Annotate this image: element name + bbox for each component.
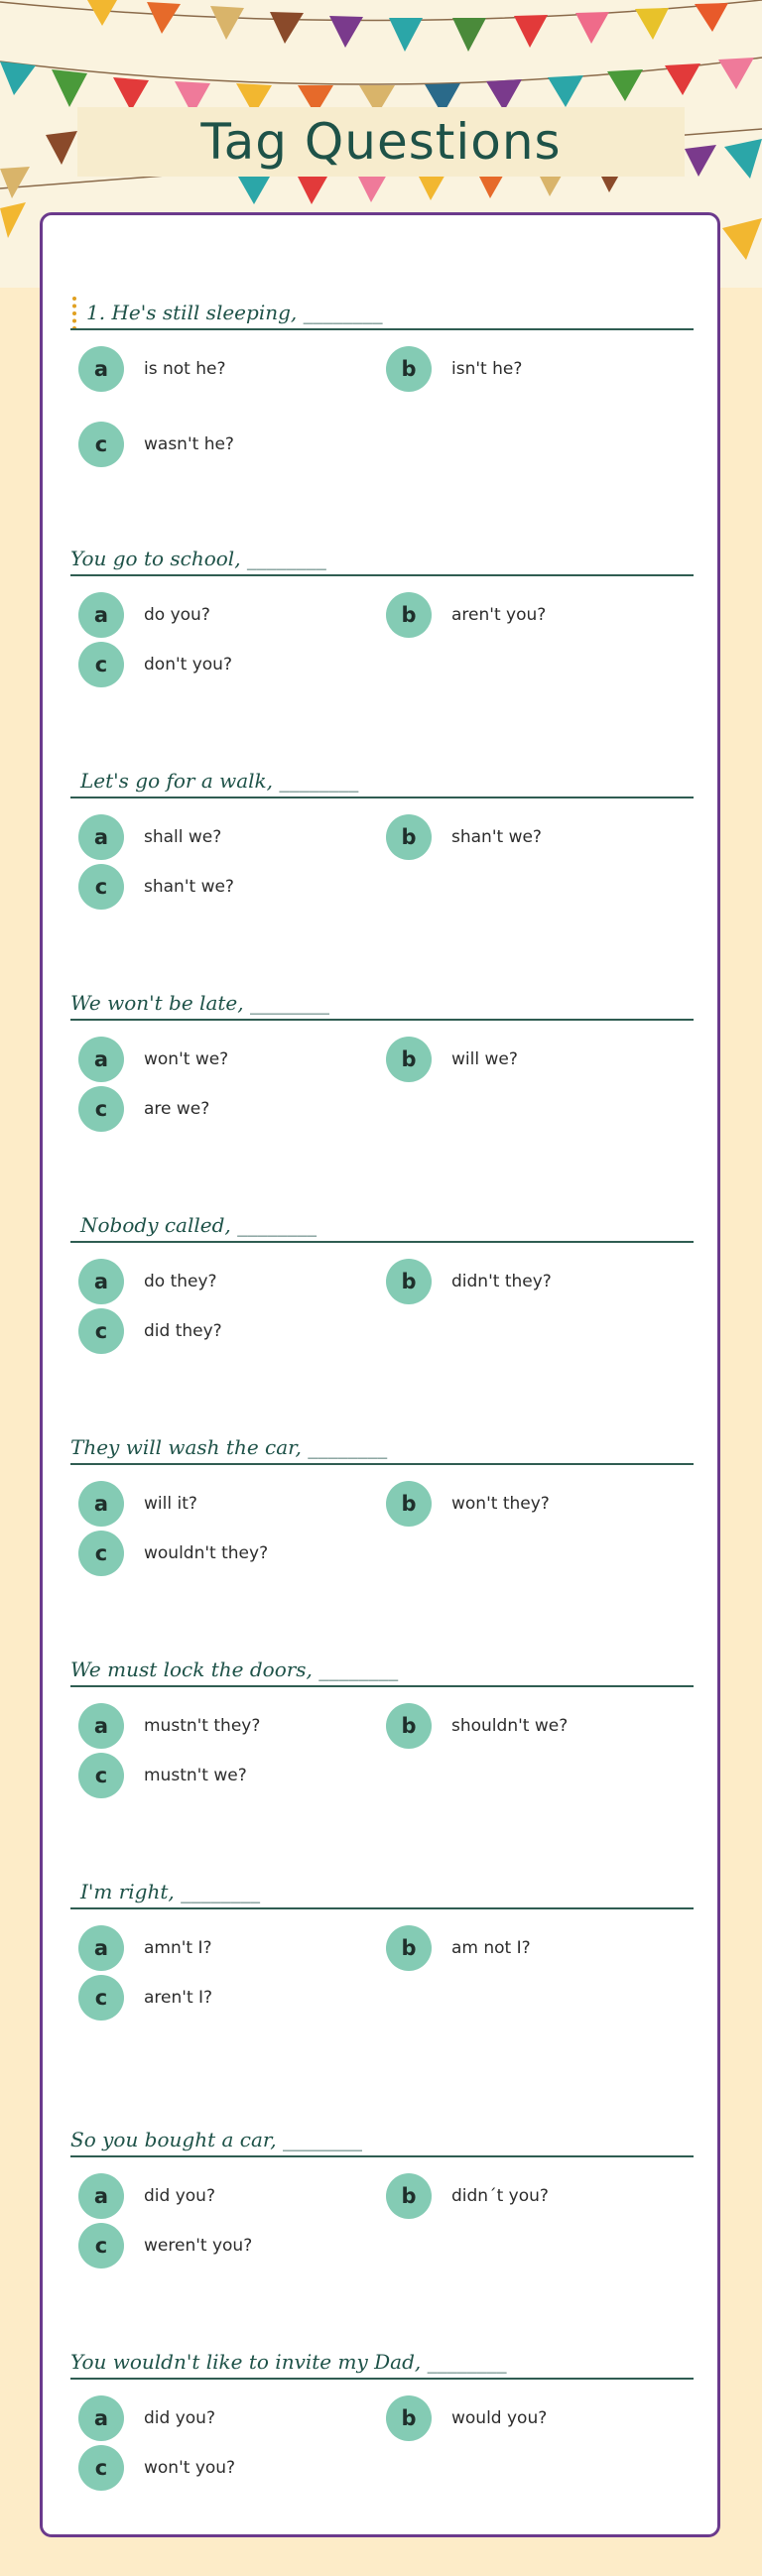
option-letter-badge[interactable]: a bbox=[78, 1259, 124, 1304]
question-text: We must lock the doors, ________ bbox=[70, 1657, 399, 1681]
option-text: aren't I? bbox=[144, 1988, 213, 2008]
option-letter-badge[interactable]: c bbox=[78, 2223, 124, 2269]
option-text: don't you? bbox=[144, 655, 232, 675]
question-underline bbox=[70, 1463, 694, 1465]
question-underline bbox=[70, 1907, 694, 1909]
option-letter-badge[interactable]: c bbox=[78, 422, 124, 467]
question-underline bbox=[70, 2155, 694, 2157]
option-text: won't you? bbox=[144, 2458, 236, 2478]
option-text: won't we? bbox=[144, 1049, 229, 1069]
option-letter-badge[interactable]: c bbox=[78, 1308, 124, 1354]
option-text: will it? bbox=[144, 1494, 197, 1514]
option-b[interactable] bbox=[386, 1703, 568, 1749]
option-letter-badge[interactable]: a bbox=[78, 1925, 124, 1971]
option-text: are we? bbox=[144, 1099, 210, 1119]
option-text: weren't you? bbox=[144, 2236, 253, 2256]
option-a[interactable] bbox=[78, 346, 226, 392]
option-b[interactable] bbox=[386, 592, 546, 638]
option-letter-badge[interactable]: c bbox=[78, 1086, 124, 1132]
option-text: didn't they? bbox=[451, 1272, 552, 1291]
option-text: did you? bbox=[144, 2186, 215, 2206]
option-letter-badge[interactable]: c bbox=[78, 1531, 124, 1576]
option-c[interactable] bbox=[78, 2445, 235, 2491]
option-b[interactable] bbox=[386, 1037, 518, 1082]
question-underline bbox=[70, 328, 694, 330]
option-letter-badge[interactable]: b bbox=[386, 2173, 432, 2219]
question-underline bbox=[70, 1019, 694, 1021]
option-b[interactable] bbox=[386, 814, 542, 860]
option-c[interactable] bbox=[78, 422, 234, 467]
option-letter-badge[interactable]: b bbox=[386, 1703, 432, 1749]
option-letter-badge[interactable]: b bbox=[386, 1037, 432, 1082]
marker-icon bbox=[72, 297, 83, 330]
option-text: did you? bbox=[144, 2408, 215, 2428]
option-letter-badge[interactable]: b bbox=[386, 1925, 432, 1971]
option-letter-badge[interactable]: a bbox=[78, 1037, 124, 1082]
option-text: shan't we? bbox=[451, 827, 542, 847]
option-text: won't they? bbox=[451, 1494, 550, 1514]
option-a[interactable] bbox=[78, 2173, 215, 2219]
option-letter-badge[interactable]: c bbox=[78, 642, 124, 687]
option-text: is not he? bbox=[144, 359, 226, 379]
option-a[interactable] bbox=[78, 1259, 217, 1304]
option-text: isn't he? bbox=[451, 359, 523, 379]
option-letter-badge[interactable]: a bbox=[78, 1703, 124, 1749]
option-a[interactable] bbox=[78, 814, 221, 860]
question-text: So you bought a car, ________ bbox=[70, 2128, 362, 2151]
option-b[interactable] bbox=[386, 2395, 547, 2441]
question-text: You wouldn't like to invite my Dad, ________ bbox=[70, 2350, 507, 2374]
option-letter-badge[interactable]: c bbox=[78, 1975, 124, 2021]
question-text: Nobody called, ________ bbox=[80, 1213, 318, 1237]
option-a[interactable] bbox=[78, 1703, 260, 1749]
option-a[interactable] bbox=[78, 2395, 215, 2441]
option-text: wouldn't they? bbox=[144, 1543, 269, 1563]
option-c[interactable] bbox=[78, 1531, 268, 1576]
option-text: would you? bbox=[451, 2408, 548, 2428]
option-text: do they? bbox=[144, 1272, 217, 1291]
question-underline bbox=[70, 574, 694, 576]
option-a[interactable] bbox=[78, 1481, 197, 1527]
option-letter-badge[interactable]: a bbox=[78, 2395, 124, 2441]
option-letter-badge[interactable]: a bbox=[78, 1481, 124, 1527]
question-text: 1. He's still sleeping, ________ bbox=[86, 301, 383, 324]
option-text: am not I? bbox=[451, 1938, 531, 1958]
question-text: You go to school, ________ bbox=[70, 547, 326, 570]
option-text: wasn't he? bbox=[144, 434, 234, 454]
option-text: mustn't they? bbox=[144, 1716, 261, 1736]
option-letter-badge[interactable]: b bbox=[386, 1481, 432, 1527]
option-letter-badge[interactable]: b bbox=[386, 592, 432, 638]
option-text: amn't I? bbox=[144, 1938, 212, 1958]
question-underline bbox=[70, 2378, 694, 2380]
option-text: shall we? bbox=[144, 827, 222, 847]
option-text: didn´t you? bbox=[451, 2186, 549, 2206]
option-c[interactable] bbox=[78, 2223, 252, 2269]
option-b[interactable] bbox=[386, 1259, 552, 1304]
option-text: shan't we? bbox=[144, 877, 234, 897]
question-text: We won't be late, ________ bbox=[70, 991, 329, 1015]
option-a[interactable] bbox=[78, 592, 210, 638]
option-letter-badge[interactable]: c bbox=[78, 864, 124, 910]
option-letter-badge[interactable]: b bbox=[386, 814, 432, 860]
option-letter-badge[interactable]: a bbox=[78, 346, 124, 392]
question-text: Let's go for a walk, ________ bbox=[80, 769, 359, 793]
title-box bbox=[77, 107, 685, 177]
question-text: I'm right, ________ bbox=[80, 1880, 261, 1903]
option-letter-badge[interactable]: a bbox=[78, 592, 124, 638]
option-c[interactable] bbox=[78, 1086, 209, 1132]
option-letter-badge[interactable]: b bbox=[386, 2395, 432, 2441]
option-letter-badge[interactable]: a bbox=[78, 814, 124, 860]
option-letter-badge[interactable]: b bbox=[386, 1259, 432, 1304]
option-letter-badge[interactable]: b bbox=[386, 346, 432, 392]
option-c[interactable] bbox=[78, 1308, 222, 1354]
option-b[interactable] bbox=[386, 2173, 549, 2219]
question-underline bbox=[70, 1685, 694, 1687]
option-text: did they? bbox=[144, 1321, 222, 1341]
option-c[interactable] bbox=[78, 642, 232, 687]
question-text: They will wash the car, ________ bbox=[70, 1435, 388, 1459]
question-underline bbox=[70, 797, 694, 798]
option-text: do you? bbox=[144, 605, 210, 625]
page-title: Tag Questions bbox=[200, 113, 562, 171]
option-text: aren't you? bbox=[451, 605, 547, 625]
option-c[interactable] bbox=[78, 1975, 212, 2021]
option-text: will we? bbox=[451, 1049, 518, 1069]
option-a[interactable] bbox=[78, 1925, 212, 1971]
option-letter-badge[interactable]: c bbox=[78, 1753, 124, 1798]
option-text: shouldn't we? bbox=[451, 1716, 569, 1736]
option-b[interactable] bbox=[386, 1481, 550, 1527]
option-b[interactable] bbox=[386, 346, 522, 392]
option-a[interactable] bbox=[78, 1037, 228, 1082]
worksheet-card bbox=[40, 212, 720, 2537]
option-c[interactable] bbox=[78, 1753, 247, 1798]
option-letter-badge[interactable]: a bbox=[78, 2173, 124, 2219]
question-underline bbox=[70, 1241, 694, 1243]
option-c[interactable] bbox=[78, 864, 234, 910]
option-letter-badge[interactable]: c bbox=[78, 2445, 124, 2491]
option-b[interactable] bbox=[386, 1925, 531, 1971]
option-text: mustn't we? bbox=[144, 1766, 247, 1785]
